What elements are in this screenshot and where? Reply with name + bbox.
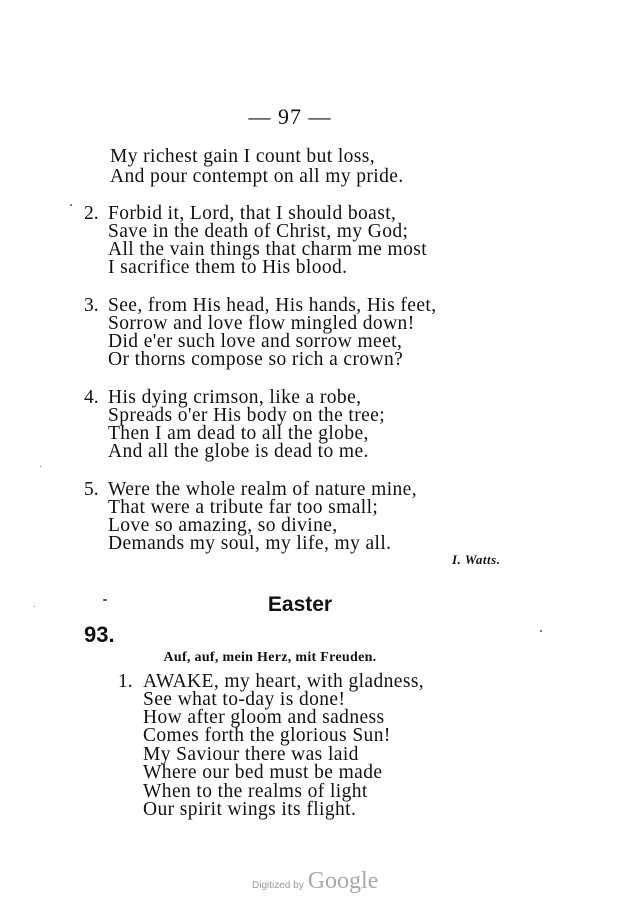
stanza-number: 2. (84, 203, 99, 224)
verse-line: Where our bed must be made (143, 762, 383, 783)
google-logo: Google (307, 868, 379, 894)
verse-line: AWAKE, my heart, with gladness, (143, 671, 425, 692)
tune-title: Auf, auf, mein Herz, mit Freuden. (163, 650, 377, 665)
verse-line: How after gloom and sadness (143, 707, 385, 728)
author-attribution: I. Watts. (452, 552, 501, 567)
verse-line: That were a tribute far too small; (108, 497, 379, 518)
verse-line: Or thorns compose so rich a crown? (108, 349, 404, 370)
verse-line: I sacrifice them to His blood. (108, 257, 348, 278)
verse-line: Spreads o'er His body on the tree; (108, 405, 386, 426)
verse-line: Then I am dead to all the globe, (108, 423, 369, 444)
verse-line: Were the whole realm of nature mine, (108, 479, 417, 500)
scan-speck (34, 606, 35, 607)
scan-speck (70, 204, 72, 206)
verse-line: Forbid it, Lord, that I should boast, (108, 203, 397, 224)
stanza-number: 3. (84, 295, 99, 316)
digitized-by-watermark (252, 868, 378, 895)
section-heading: Easter (267, 593, 333, 616)
verse-line: See, from His head, His hands, His feet, (108, 295, 437, 316)
stanza-number: 1. (118, 671, 133, 692)
stanza-number: 5. (84, 479, 99, 500)
verse-line: Comes forth the glorious Sun! (143, 725, 391, 746)
verse-line: Our spirit wings its flight. (143, 799, 357, 820)
verse-line: Demands my soul, my life, my all. (108, 533, 392, 554)
verse-line: And pour contempt on all my pride. (110, 166, 404, 187)
verse-line: When to the realms of light (143, 781, 368, 802)
verse-line: Sorrow and love flow mingled down! (108, 313, 415, 334)
verse-line: My richest gain I count but loss, (110, 146, 376, 167)
verse-line: All the vain things that charm me most (108, 239, 428, 260)
verse-line: Love so amazing, so divine, (108, 515, 338, 536)
verse-line: Did e'er such love and sorrow meet, (108, 331, 403, 352)
verse-line: And all the globe is dead to me. (108, 441, 369, 462)
scan-speck (103, 599, 107, 601)
stanza-number: 4. (84, 387, 99, 408)
verse-line: Save in the death of Christ, my God; (108, 221, 409, 242)
verse-line: See what to-day is done! (143, 689, 346, 710)
verse-line: My Saviour there was laid (143, 744, 359, 765)
hymn-number: 93. (84, 622, 115, 647)
scan-speck (540, 630, 542, 632)
page-number: — 97 — (248, 104, 332, 129)
verse-line: His dying crimson, like a robe, (108, 387, 362, 408)
scan-speck (40, 466, 41, 467)
digitized-by-label: Digitized by (252, 880, 304, 891)
